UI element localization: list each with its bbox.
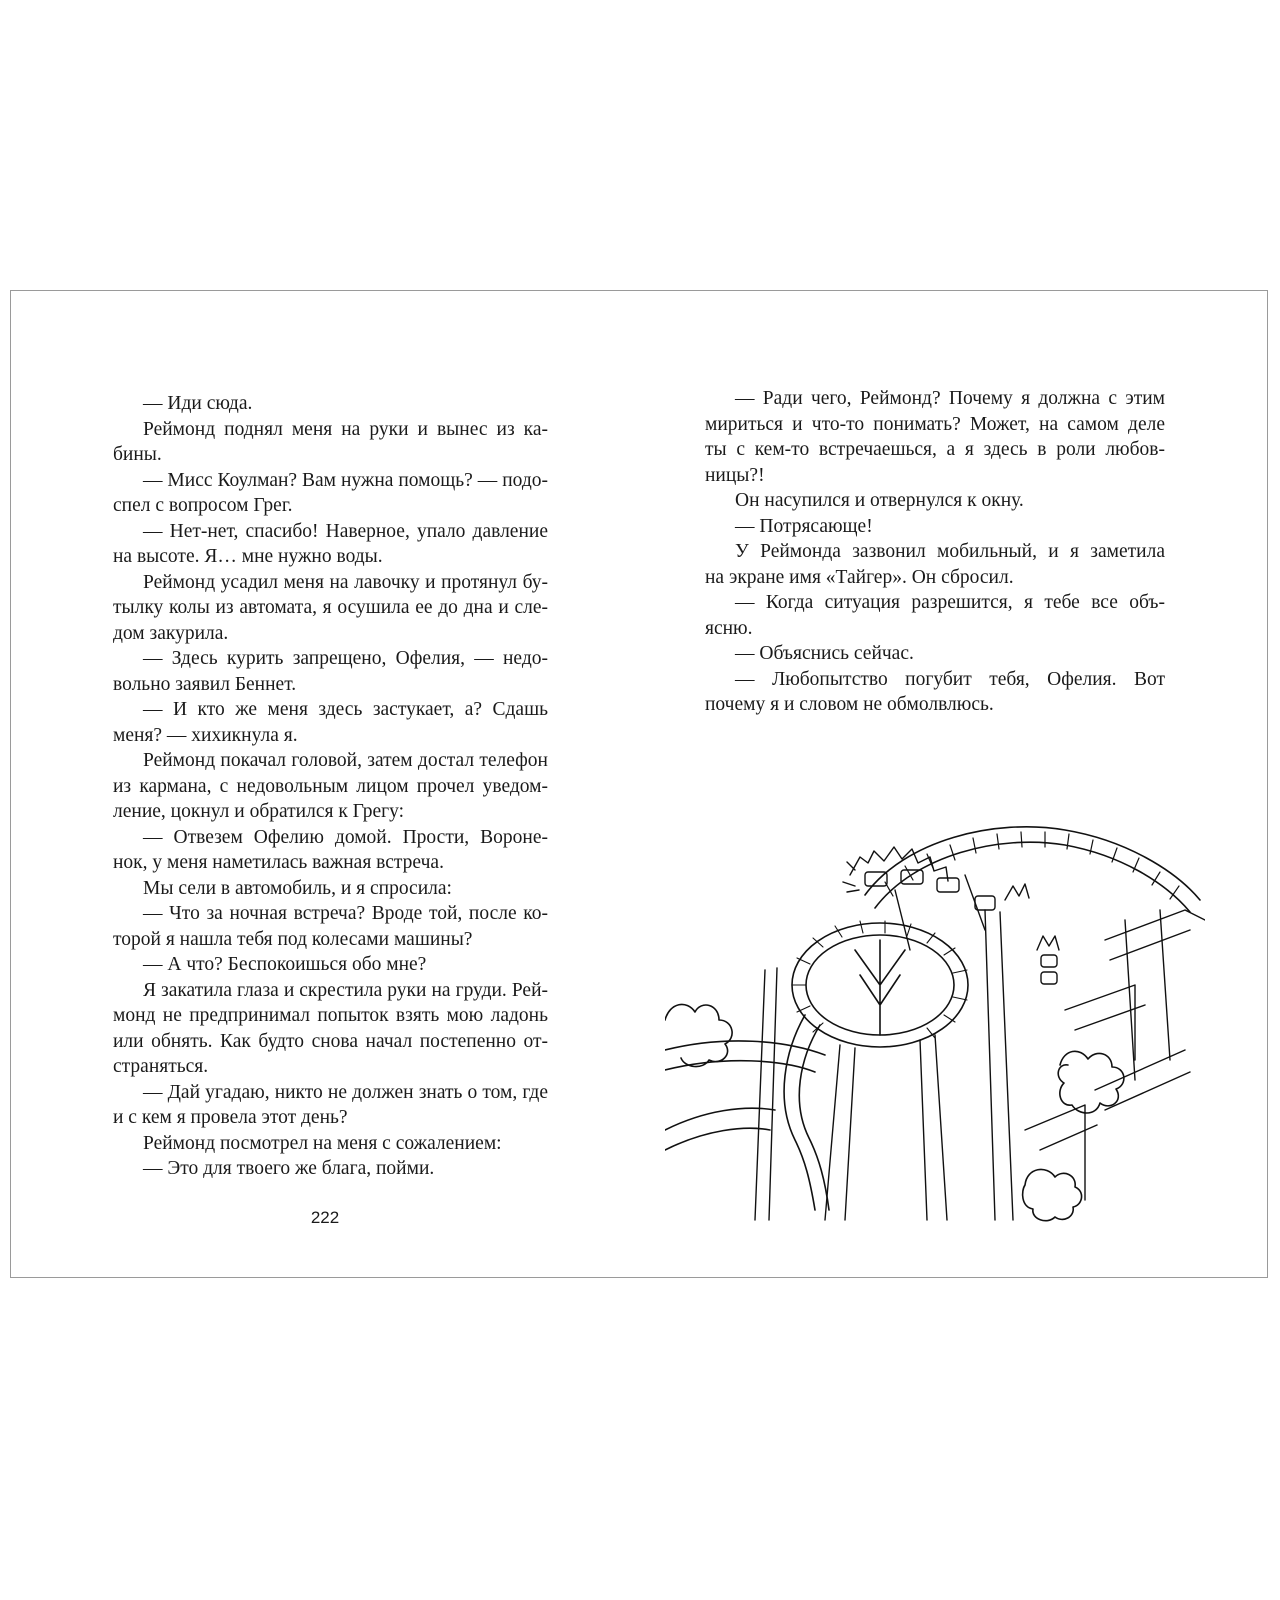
text-line: монд не предпринимал попыток взять мою ладонь	[113, 1005, 548, 1026]
text-line: ницы?!	[705, 464, 765, 486]
text-line: Реймонд усадил меня на лавочку и протянул бу-	[143, 571, 548, 593]
text-line: Реймонд посмотрел на меня с сожалением:	[143, 1132, 502, 1154]
roller-coaster-illustration	[665, 800, 1205, 1230]
text-line: — Это для твоего же блага, пойми.	[143, 1158, 435, 1179]
text-line: — Дай угадаю, никто не должен знать о том, где	[143, 1081, 548, 1103]
text-line: У Реймонда зазвонил мобильный, и я заметила	[735, 541, 1165, 562]
text-line: — Здесь курить запрещено, Офелия, — недо-	[143, 648, 548, 669]
text-line: — Мисс Коулман? Вам нужна помощь? — подо-	[143, 469, 548, 491]
text-line: — Любопытство погубит тебя, Офелия. Вот	[735, 668, 1165, 690]
text-line: из кармана, с недовольным лицом прочел уведом-	[113, 775, 548, 797]
text-line: вольно заявил Беннет.	[113, 673, 297, 695]
text-line: или обнять. Как будто снова начал постепенно от-	[113, 1030, 548, 1052]
text-line: спел с вопросом Грег.	[113, 495, 293, 516]
text-line: ление, цокнул и обратился к Грегу:	[113, 801, 405, 822]
text-line: мириться и что-то понимать? Может, на самом деле	[705, 413, 1165, 435]
text-line: Мы сели в автомобиль, и я спросила:	[143, 877, 452, 899]
text-line: дом закурила.	[113, 622, 229, 644]
text-line: — Что за ночная встреча? Вроде той, после ко-	[143, 903, 548, 924]
text-line: — Потрясающе!	[735, 515, 873, 537]
text-line: Реймонд поднял меня на руки и вынес из ка-	[143, 418, 548, 440]
text-line: Он насупился и отвернулся к окну.	[735, 490, 1024, 511]
text-line: ты с кем-то встречаешься, а я здесь в роли любов-	[705, 439, 1165, 460]
text-line: тылку колы из автомата, я осушила ее до дна и сле-	[113, 597, 548, 618]
page-number: 222	[310, 1208, 340, 1227]
text-line: страняться.	[113, 1056, 209, 1077]
text-line: — И кто же меня здесь застукает, а? Сдашь	[143, 699, 548, 720]
text-line: — Иди сюда.	[143, 393, 253, 414]
right-page-text	[705, 386, 1165, 718]
text-line: — Отвезем Офелию домой. Прости, Вороне-	[143, 826, 548, 848]
text-line: и с кем я провела этот день?	[113, 1107, 348, 1128]
text-line: Реймонд покачал головой, затем достал телефон	[143, 750, 548, 771]
text-line: — А что? Беспокоишься обо мне?	[143, 954, 427, 975]
text-line: Я закатила глаза и скрестила руки на груди. Рей-	[143, 979, 548, 1001]
text-line: меня? — хихикнула я.	[113, 724, 298, 746]
text-line: на высоте. Я… мне нужно воды.	[113, 546, 383, 567]
text-line: почему я и словом не обмолвлюсь.	[705, 694, 994, 715]
text-line: на экране имя «Тайгер». Он сбросил.	[705, 566, 1014, 588]
text-line: — Когда ситуация разрешится, я тебе все объ-	[735, 592, 1165, 613]
text-line: торой я нашла тебя под колесами машины?	[113, 928, 473, 950]
text-line: нок, у меня наметилась важная встреча.	[113, 852, 444, 873]
text-line: бины.	[113, 444, 162, 465]
left-page-text	[113, 391, 548, 1182]
text-line: ясню.	[705, 617, 753, 639]
text-line: — Ради чего, Реймонд? Почему я должна с этим	[735, 388, 1165, 409]
text-line: — Нет-нет, спасибо! Наверное, упало давление	[143, 520, 548, 542]
text-line: — Объяснись сейчас.	[735, 643, 914, 664]
